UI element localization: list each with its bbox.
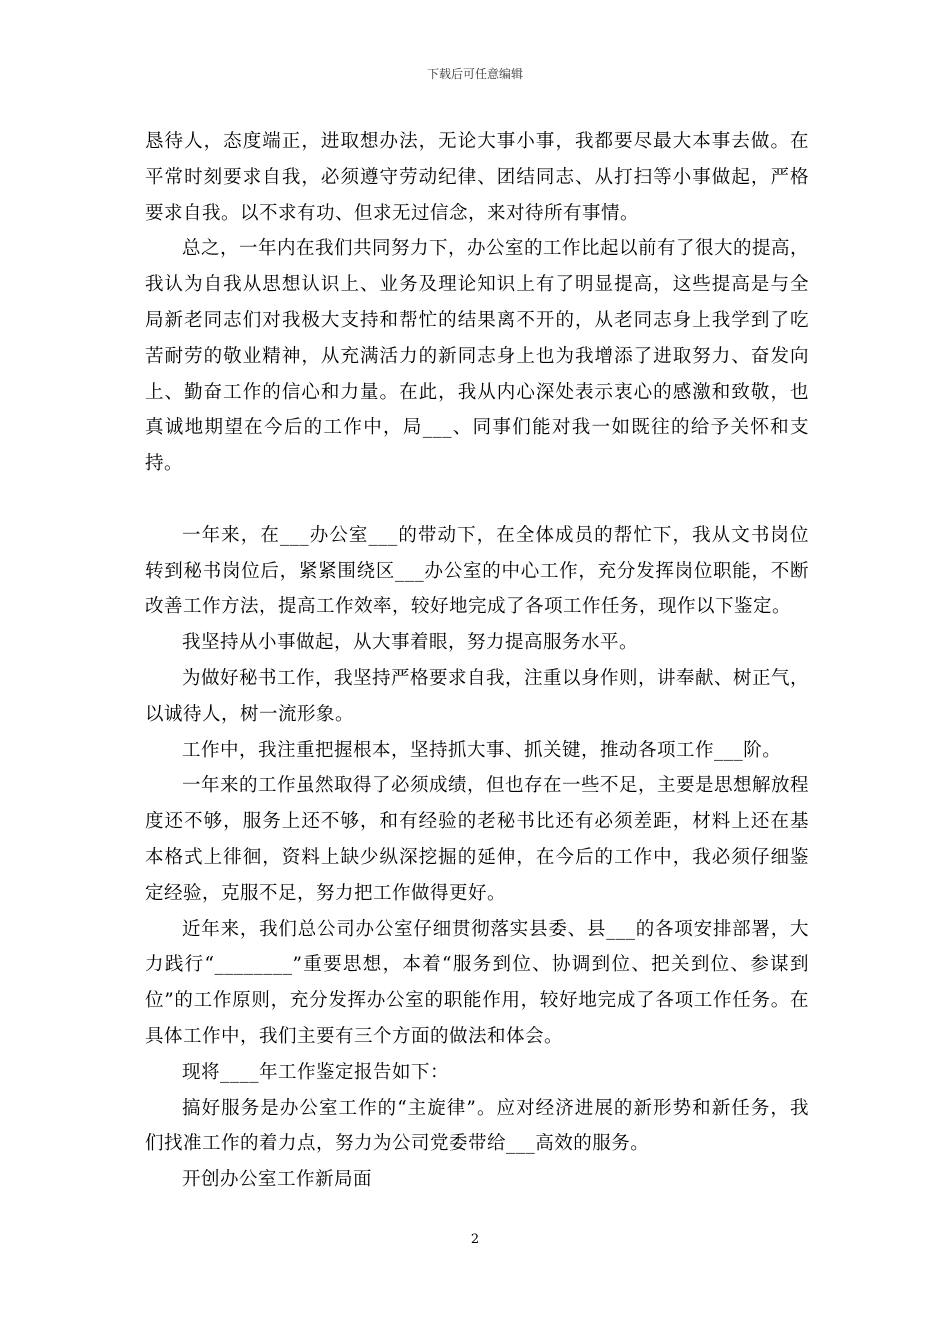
page-number: 2 [470,1232,480,1247]
page-header: 下载后可任意编辑 [426,67,523,81]
paragraph: 总之，一年内在我们共同努力下，办公室的工作比起以前有了很大的提高，我认为自我从思想认识上、业务及理论知识上有了明显提高，这些提高是与全局新老同志们对我极大支持和帮忙的结果离不开的，从老同志身上我学到了吃苦耐劳的敬业精神，从充满活力的新同志身上也为我增添了进取努力、奋发向上、勤奋工作的信心和力量。在此，我从内心深处表示衷心的感激和致敬，也真诚地期望在今后的工作中，局___、同事们能对我一如既往的给予关怀和支持。 [145,238,810,475]
document-body [145,124,809,1198]
paragraph: 恳待人，态度端正，进取想办法，无论大事小事，我都要尽最大本事去做。在平常时刻要求自我，必须遵守劳动纪律、团结同志、从打扫等小事做起，严格要求自我。以不求有功、但求无过信念，来对待所有事情。 [145,131,809,224]
paragraph: 一年来，在___办公室___的带动下，在全体成员的帮忙下，我从文书岗位转到秘书岗位后，紧紧围绕区___办公室的中心工作，充分发挥岗位职能，不断改善工作方法，提高工作效率，较好地完成了各项工作任务，现作以下鉴定。 [145,524,809,618]
paragraph: 近年来，我们总公司办公室仔细贯彻落实县委、县___的各项安排部署，大力践行“________”重要思想，本着“服务到位、协调到位、把关到位、参谋到位”的工作原则，充分发挥办公室的职能作用，较好地完成了各项工作任务。在具体工作中，我们主要有三个方面的做法和体会。 [145,918,809,1047]
paragraph: 一年来的工作虽然取得了必须成绩，但也存在一些不足，主要是思想解放程度还不够，服务上还不够，和有经验的老秘书比还有必须差距，材料上还在基本格式上徘徊，资料上缺少纵深挖掘的延伸，在今后的工作中，我必须仔细鉴定经验，克服不足，努力把工作做得更好。 [145,775,810,904]
paragraph: 我坚持从小事做起，从大事着眼，努力提高服务水平。 [182,632,639,654]
paragraph: 开创办公室工作新局面 [182,1169,373,1191]
paragraph: 现将____年工作鉴定报告如下： [182,1061,450,1083]
paragraph: 工作中，我注重把握根本，坚持抓大事、抓关键，推动各项工作___阶。 [182,739,782,761]
paragraph: 搞好服务是办公室工作的“主旋律”。应对经济进展的新形势和新任务，我们找准工作的着力点，努力为公司党委带给___高效的服务。 [145,1097,809,1155]
paragraph: 为做好秘书工作，我坚持严格要求自我，注重以身作则，讲奉献、树正气，以诚待人，树一流形象。 [145,667,810,725]
blank-line [145,482,809,518]
